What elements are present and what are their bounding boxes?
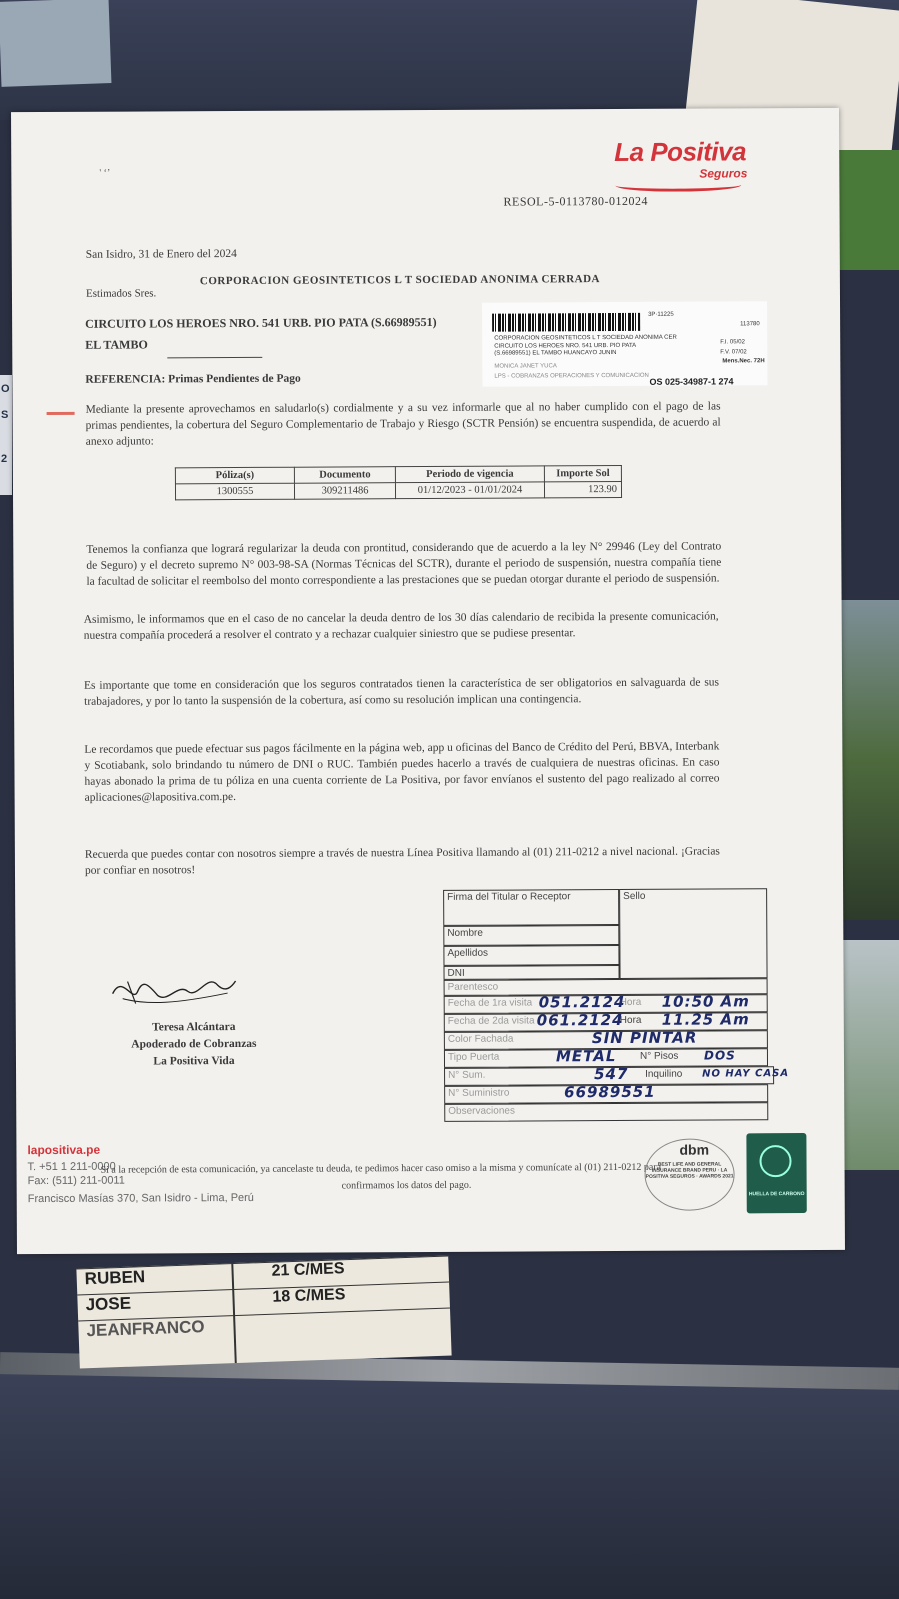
header-cell: Periodo de vigencia: [395, 466, 544, 483]
form-dni: DNI: [443, 965, 619, 980]
fingerprint-icon: [759, 1145, 791, 1177]
form-sum-label: N° Sum.: [448, 1069, 486, 1081]
recipient-city: EL TAMBO: [85, 337, 148, 352]
footer-fax: Fax: (511) 211-0011: [27, 1174, 125, 1188]
side-letter: 2: [1, 453, 8, 465]
header-cell: Importe Sol: [544, 465, 621, 481]
side-letter: O: [1, 383, 10, 395]
label-line: CORPORACION GEOSINTETICOS L T SOCIEDAD ANONIMA CER: [494, 334, 677, 342]
form-apellidos: Apellidos: [443, 945, 619, 966]
paragraph-mandatory: Es importante que tome en consideración que los seguros contratados tienen la característica de ser obligatorios en salvaguarda de sus trabajadores, y por lo tanto la suspensión de la cobertura, así como su resolución implican una contingencia.: [83, 676, 720, 708]
footer-note-continued: confirmamos los datos del pago.: [341, 1179, 472, 1192]
side-letter: S: [1, 409, 9, 421]
label-mens: Mens.Nec. 72H: [722, 358, 765, 365]
table-row: [175, 481, 621, 499]
form-inquilino-label: Inquilino: [645, 1068, 683, 1080]
footer-note: Si a la recepción de esta comunicación, ya cancelaste tu deuda, te pedimos hacer caso omiso a la misma y comunícate al (01) 211-0212 para: [100, 1161, 662, 1176]
background-photo: [840, 600, 899, 920]
handwritten-puerta: METAL: [555, 1047, 617, 1066]
label-line: CIRCUITO LOS HEROES NRO. 541 URB. PIO PATA: [494, 342, 637, 350]
award-seal: [644, 1138, 734, 1210]
background-side-strip: [0, 375, 12, 495]
reference: REFERENCIA: Primas Pendientes de Pago: [85, 372, 301, 386]
form-hora1-label: Hora: [619, 996, 642, 1009]
footer-address: Francisco Masías 370, San Isidro - Lima, Perú: [27, 1191, 254, 1206]
header-cell: Póliza(s): [175, 467, 294, 484]
form-nro-suministro: N° Suministro: [444, 1084, 768, 1104]
award-title: dbm: [679, 1141, 710, 1158]
barcode: [492, 313, 640, 332]
handwritten-note: [76, 1256, 451, 1369]
form-fecha2-label: Fecha de 2da visita: [447, 1015, 535, 1027]
label-right-code: 113780: [740, 321, 760, 328]
form-puerta-label: Tipo Puerta: [447, 1051, 500, 1063]
label-top-code: 3P·11225: [648, 311, 674, 318]
form-hora2-label: Hora: [619, 1014, 642, 1027]
salutation: Estimados Sres.: [85, 287, 157, 300]
stray-mark: ' ‘’: [99, 167, 111, 179]
form-pisos-label: N° Pisos: [639, 1050, 679, 1062]
label-code: OS 025-34987-1 274: [649, 376, 734, 387]
handwritten-sum: 547: [594, 1064, 629, 1084]
note-name: JEANFRANCO: [86, 1317, 205, 1341]
paragraph-payment: Le recordamos que puede efectuar sus pagos fácilmente en la página web, app u oficinas del Banco de Crédito del Perú, BBVA, Interbank y Scotiabank, solo brindando tu número de DNI o RUC. También puedes hacerlo a través de cualquiera de nuestras oficinas. En caso hayas abonado la prima de tu póliza en una cuenta corriente de La Positiva, por favor envíanos el sustento del pago realizado al correo aplicaciones@lapositiva.com.pe.: [84, 740, 720, 804]
footer-url: lapositiva.pe: [27, 1142, 101, 1158]
cell-amount: 123.90: [544, 481, 621, 497]
red-mark: [47, 412, 75, 415]
label-line: MONICA JANET YUCA: [494, 363, 557, 370]
brand-swoosh: [615, 178, 741, 192]
form-observaciones: Observaciones: [444, 1102, 768, 1122]
header-cell: Documento: [294, 467, 395, 484]
handwritten-fachada: SIN PINTAR: [591, 1028, 698, 1048]
handwritten-fecha1: 051.2124: [538, 992, 626, 1012]
signatory-company: La Positiva Vida: [153, 1055, 235, 1068]
award-text: BEST LIFE AND GENERAL INSURANCE BRAND PERU · LA POSITIVA SEGUROS · AWARDS 2021: [645, 1161, 734, 1180]
signatory-name: Teresa Alcántara: [152, 1021, 236, 1034]
background-photo-lower: [840, 940, 899, 1170]
background-table: [0, 1370, 899, 1599]
label-line: (S.66989551) EL TAMBO HUANCAYO JUNIN: [494, 350, 617, 357]
cell-document: 309211486: [294, 483, 395, 500]
label-line: LPS - COBRANZAS OPERACIONES Y COMUNICACION: [494, 372, 649, 380]
brand-logo: La Positiva: [614, 136, 747, 168]
letter-date: San Isidro, 31 de Enero del 2024: [85, 247, 237, 261]
paragraph-warning: Asimismo, le informamos que en el caso de no cancelar la deuda dentro de los 30 días calendario de recibida la presente comunicación, nuestra compañía procederá a resolver el contrato y a rechazar cualquier siniestro que se pudiese presentar.: [83, 610, 719, 642]
handwritten-hora1: 10:50 Am: [661, 992, 750, 1011]
note-value: 21 C/MES: [271, 1260, 345, 1280]
cell-period: 01/12/2023 - 01/01/2024: [395, 482, 544, 499]
paragraph-contact: Recuerda que puedes contar con nosotros siempre a través de nuestra Línea Positiva llamando al (01) 211-0212 a nivel nacional. ¡Gracias por confiar en nosotros!: [84, 845, 720, 877]
letter-document: [11, 108, 845, 1254]
footer-tel: T. +51 1 211-0000: [27, 1160, 116, 1174]
form-fecha1-label: Fecha de 1ra visita: [447, 997, 533, 1009]
handwritten-inquilino: NO HAY CASA: [702, 1068, 790, 1080]
handwritten-hora2: 11.25 Am: [661, 1010, 750, 1029]
label-fv: F.V. 07/02: [720, 349, 747, 356]
recipient-address: CIRCUITO LOS HEROES NRO. 541 URB. PIO PATA (S.66989551): [85, 314, 437, 331]
handwritten-pisos: DOS: [703, 1048, 736, 1063]
label-fi: F.I. 05/02: [720, 339, 745, 346]
divider: [167, 357, 262, 358]
form-sello: Sello: [619, 888, 767, 979]
carbon-text: HUELLA DE CARBONO: [748, 1191, 805, 1198]
background-paper: [0, 0, 111, 87]
note-name: RUBEN: [84, 1267, 146, 1289]
form-fachada: Color Fachada: [444, 1030, 768, 1050]
delivery-receipt-form: [443, 888, 802, 1140]
signatory-role: Apoderado de Cobranzas: [131, 1037, 257, 1051]
form-parentesco: Parentesco: [444, 978, 768, 996]
cell-policy: 1300555: [175, 483, 294, 500]
recipient-company: CORPORACION GEOSINTETICOS L T SOCIEDAD ANONIMA CERRADA: [199, 273, 600, 288]
handwritten-suministro: 66989551: [564, 1082, 656, 1102]
resolution-number: RESOL-5-0113780-012024: [503, 193, 649, 209]
policy-table: [175, 465, 622, 500]
delivery-label: [482, 301, 767, 386]
form-nombre: Nombre: [443, 925, 619, 946]
paragraph-confidence: Tenemos la confianza que logrará regularizar la deuda con prontitud, considerando que de acuerdo a la ley N° 29946 (Ley del Contrato de Seguro) y el decreto supremo N° 003-98-SA (Normas Técnicas del SCTR), durante el periodo de suspensión, nuestra compañía tiene la facultad de solicitar el reembolso del monto correspondiente a las prestaciones que se puedan otorgar durante el periodo de suspensión.: [86, 540, 722, 588]
note-value: 18 C/MES: [272, 1286, 346, 1306]
form-firma: Firma del Titular o Receptor: [443, 889, 619, 926]
handwritten-fecha2: 061.2124: [536, 1010, 624, 1030]
paragraph-intro: Mediante la presente aprovechamos en saludarlo(s) cordialmente y a su vez informarle que al no haber cumplido con el pago de las primas pendientes, la cobertura del Seguro Complementario de Trabajo y Riesgo (SCTR Pensión) se encuentra suspendida, de acuerdo al anexo adjunto:: [85, 400, 721, 448]
carbon-footprint-badge: [746, 1133, 806, 1213]
note-name: JOSE: [85, 1293, 132, 1315]
signature-image: [107, 963, 237, 1016]
brand-subtitle: Seguros: [699, 166, 748, 181]
signatory-block: [119, 1019, 269, 1071]
